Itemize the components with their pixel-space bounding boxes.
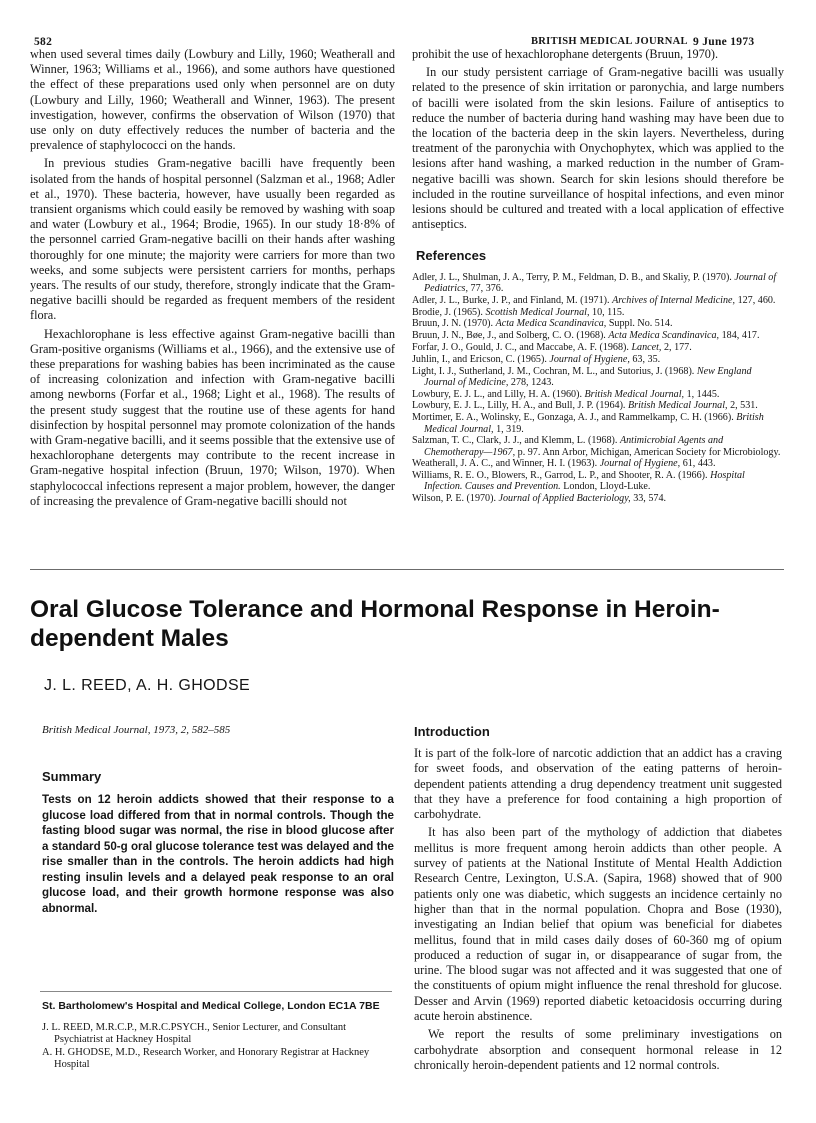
reference-journal: Acta Medica Scandinavica,: [608, 330, 720, 342]
reference-authors: Forfar, J. O., Gould, J. C., and Maccabe, A. F. (1968).: [412, 341, 629, 353]
affiliation-name: J. L. REED,: [42, 1022, 94, 1033]
body-paragraph: In previous studies Gram-negative bacilli have frequently been isolated from the hands of hospital personnel (Salzman et al., 1968; Adler et al., 1970). These bacteria, however, have usually been regarded as transient organisms which could easily be removed by washing with soap and water (Lowbury et al., 1964; Brodie, 1965). In our study 18·8% of the personnel carried Gram-negative bacilli on their hands after washing thoroughly for one minute; the majority were carriers for more than two weeks, and some subjects were persistent carriers for months, perhaps years. The results of our study, therefore, strongly indicate that the Gram-negative bacilli should be regarded as frequent members of the resident flora.: [30, 156, 395, 323]
reference-volume: 33, 574.: [633, 493, 667, 505]
reference-entry: [412, 307, 784, 318]
reference-entry: [412, 318, 784, 329]
reference-authors: Brodie, J. (1965).: [412, 306, 483, 318]
affiliation-divider: [40, 991, 392, 992]
body-paragraph: It has also been part of the mythology of addiction that diabetes mellitus is more frequent among heroin addicts than other people. A survey of patients at the National Institute of Mental Health Addiction Research Centre, Lexington, U.S.A. (Sapira, 1968) showed that of 900 patients only one was diabetic, which suggests an incidence certainly no higher than that in the normal population. Chopra and Bose (1930), investigating an Indian belief that opium was beneficial for diabetes mellitus, found that in mild cases daily doses of 60-360 mg of opium produced a reduction of sugar in, or disappearance of sugar from, the urine. The blood sugar was not affected and it was suggested that one of the constituents of opium might influence the renal threshold for glucose. Desser and Arvin (1969) reported diabetic ketoacidosis occurring during acute heroin abstinence.: [414, 825, 782, 1024]
article-title: Oral Glucose Tolerance and Hormonal Response in Heroin-dependent Males: [30, 596, 720, 652]
body-paragraph: In our study persistent carriage of Gram-negative bacilli was usually related to the presence of skin irritation or paronychia, and large numbers of bacilli were isolated from the skin lesions. Failure of antiseptics to reduce the number of bacteria during hand washing may have been due to the location of the bacteria deep in the skin layers. Nevertheless, during treatment of the paronychia with Onychophytex, which was applied to the lesions after hand washing, a marked reduction in the number of Gram-negative bacilli was shown. Search for skin lesions should therefore be included in the routine surveillance of hospital infections, and even minor lesions should be cultured and treated with a local application of effective antiseptics.: [412, 65, 784, 232]
reference-entry: [412, 470, 784, 493]
article-authors: J. L. REED, A. H. GHODSE: [44, 677, 251, 694]
reference-volume: 1, 319.: [496, 423, 524, 435]
reference-entry: [412, 412, 784, 435]
affiliation-entry: [42, 1047, 394, 1071]
reference-authors: Lowbury, E. J. L., and Lilly, H. A. (1960).: [412, 388, 582, 400]
reference-authors: Bruun, J. N., Bøe, J., and Solberg, C. O. (1968).: [412, 330, 606, 342]
reference-entry: [412, 295, 784, 306]
institution: St. Bartholomew's Hospital and Medical College, London EC1A 7BE: [42, 1000, 380, 1012]
reference-journal: Scottish Medical Journal,: [485, 306, 590, 318]
reference-authors: Adler, J. L., Shulman, J. A., Terry, P. M., Feldman, D. B., and Skaliy, P. (1970).: [412, 271, 732, 283]
reference-volume: 10, 115.: [592, 306, 625, 318]
reference-authors: Lowbury, E. J. L., Lilly, H. A., and Bull, J. P. (1964).: [412, 400, 626, 412]
reference-authors: Bruun, J. N. (1970).: [412, 318, 494, 330]
reference-volume: 2, 531.: [730, 400, 758, 412]
reference-journal: Journal of Applied Bacteriology,: [498, 493, 631, 505]
body-paragraph: Hexachlorophane is less effective against Gram-negative bacilli than Gram-positive organisms (Williams et al., 1966), and the extensive use of these preparations for washing babies has been incriminated as the cause of increasing colonization and infection with Gram-negative bacilli among newborns (Forfar et al., 1968; Light et al., 1968). The results of the present study suggest that the routine use of these agents for hand disinfection by hospital personnel may promote colonization of the hands with Gram-negative bacilli, and it seems possible that the extensive use of hexachlorophane detergents may contribute to the recent increase in Gram-negative hospital infection (Bruun, 1970; Wilson, 1970). When staphylococcal infections represent a major problem, however, the danger of increasing the prevalence of Gram-negative bacilli should not: [30, 326, 395, 508]
reference-volume: 127, 460.: [737, 294, 776, 306]
page-number: 582: [34, 36, 53, 48]
reference-volume: 63, 35.: [632, 353, 661, 365]
issue-date: 9 June 1973: [693, 36, 755, 48]
reference-journal: Journal of Hygiene,: [549, 353, 630, 365]
introduction-column: [414, 746, 782, 1076]
reference-journal: British Medical Journal,: [584, 388, 685, 400]
reference-volume: Suppl. No. 514.: [608, 318, 673, 330]
reference-authors: Wilson, P. E. (1970).: [412, 493, 496, 505]
affiliation-qualifications: M.R.C.P., M.R.C.PSYCH.,: [95, 1022, 210, 1033]
reference-journal: Antimicrobial Agents and Chemotherapy—1967,: [424, 435, 724, 458]
previous-article-left-column: [30, 47, 395, 512]
reference-volume: 77, 376.: [470, 282, 504, 294]
reference-volume: p. 97. Ann Arbor, Michigan, American Society for Microbiology.: [517, 446, 781, 458]
reference-volume: 184, 417.: [721, 330, 760, 342]
affiliation-role: Senior Lecturer, and Consultant Psychiatrist at Hackney Hospital: [54, 1022, 347, 1045]
article-divider: [30, 569, 784, 570]
reference-entry: [412, 272, 784, 295]
previous-article-right-column: [412, 47, 784, 505]
reference-entry: [412, 330, 784, 341]
affiliation-name: A. H. GHODSE,: [42, 1047, 113, 1058]
reference-volume: 1, 1445.: [686, 388, 720, 400]
reference-authors: Light, I. J., Sutherland, J. M., Cochran, M. L., and Sutorius, J. (1968).: [412, 365, 695, 377]
affiliation-role: Research Worker, and Honorary Registrar at Hackney Hospital: [54, 1047, 370, 1070]
article-citation: British Medical Journal, 1973, 2, 582–585: [42, 724, 231, 736]
reference-entry: [412, 342, 784, 353]
reference-list: [412, 272, 784, 505]
reference-journal: Journal of Hygiene,: [599, 458, 681, 470]
references-heading: References: [416, 248, 487, 264]
reference-journal: British Medical Journal,: [424, 412, 764, 435]
reference-entry: [412, 366, 784, 389]
body-paragraph: prohibit the use of hexachlorophane detergents (Bruun, 1970).: [412, 47, 719, 61]
reference-journal: British Medical Journal,: [628, 400, 728, 412]
reference-authors: Mortimer, E. A., Wolinsky, E., Gonzaga, A. J., and Rammelkamp, C. H. (1966).: [412, 412, 734, 424]
reference-entry: [412, 389, 784, 400]
reference-journal: New England Journal of Medicine,: [424, 365, 752, 388]
reference-journal: Lancet,: [631, 341, 662, 353]
journal-name: BRITISH MEDICAL JOURNAL: [531, 36, 688, 47]
reference-volume: London, Lloyd-Luke.: [563, 481, 651, 493]
reference-entry: [412, 493, 784, 504]
affiliation-entry: [42, 1022, 394, 1046]
summary-heading: Summary: [42, 769, 102, 784]
reference-journal: Archives of Internal Medicine,: [612, 294, 736, 306]
reference-authors: Salzman, T. C., Clark, J. J., and Klemm, L. (1968).: [412, 435, 618, 447]
reference-authors: Adler, J. L., Burke, J. P., and Finland, M. (1971).: [412, 294, 610, 306]
reference-authors: Juhlin, I., and Ericson, C. (1965).: [412, 353, 547, 365]
reference-entry: [412, 458, 784, 469]
reference-authors: Williams, R. E. O., Blowers, R., Garrod, L. P., and Shooter, R. A. (1966).: [412, 470, 708, 482]
reference-entry: [412, 354, 784, 365]
reference-authors: Weatherall, J. A. C., and Winner, H. I. (1963).: [412, 458, 598, 470]
body-paragraph: when used several times daily (Lowbury and Lilly, 1960; Weatherall and Winner, 1963; Williams et al., 1966), and some authors have questioned the effect of these preparations used only when personnel are on duty (Lowbury and Lilly, 1960; Weatherall and Winner, 1963). The present investigation, however, confirms the observation of Wilson (1970) that use only on duty effectively reduces the number of bacteria and the prevalence of staphylococci on the hands.: [30, 47, 395, 153]
reference-entry: [412, 435, 784, 458]
reference-journal: Hospital Infection. Causes and Prevention.: [424, 470, 745, 493]
reference-journal: Journal of Pediatrics,: [424, 271, 777, 294]
body-paragraph: We report the results of some preliminary investigations on carbohydrate absorption and consequent hormonal release in 12 chronically heroin-dependent patients and 12 normal controls.: [414, 1027, 782, 1072]
reference-entry: [412, 400, 784, 411]
reference-journal: Acta Medica Scandinavica,: [495, 318, 607, 330]
summary-text: Tests on 12 heroin addicts showed that their response to a glucose load differed from that in normal controls. Though the fasting blood sugar was normal, the rise in blood glucose after a standard 50-g oral glucose tolerance test was delayed and the rise smaller than in the controls. The heroin addicts had high resting insulin levels and a delayed peak response to an oral glucose load, and their growth hormone response was also abnormal.: [42, 793, 394, 915]
body-paragraph: It is part of the folk-lore of narcotic addiction that an addict has a craving for sweet foods, and observation of the eating patterns of heroin-dependent patients attending a drug dependency treatment unit suggested that they have a preference for food containing a high proportion of carbohydrate.: [414, 746, 782, 822]
affiliation-qualifications: M.D.,: [115, 1047, 141, 1058]
reference-volume: 61, 443.: [682, 458, 716, 470]
introduction-heading: Introduction: [414, 724, 490, 739]
author-affiliations: [42, 1022, 394, 1072]
reference-volume: 2, 177.: [663, 341, 692, 353]
reference-volume: 278, 1243.: [510, 376, 554, 388]
